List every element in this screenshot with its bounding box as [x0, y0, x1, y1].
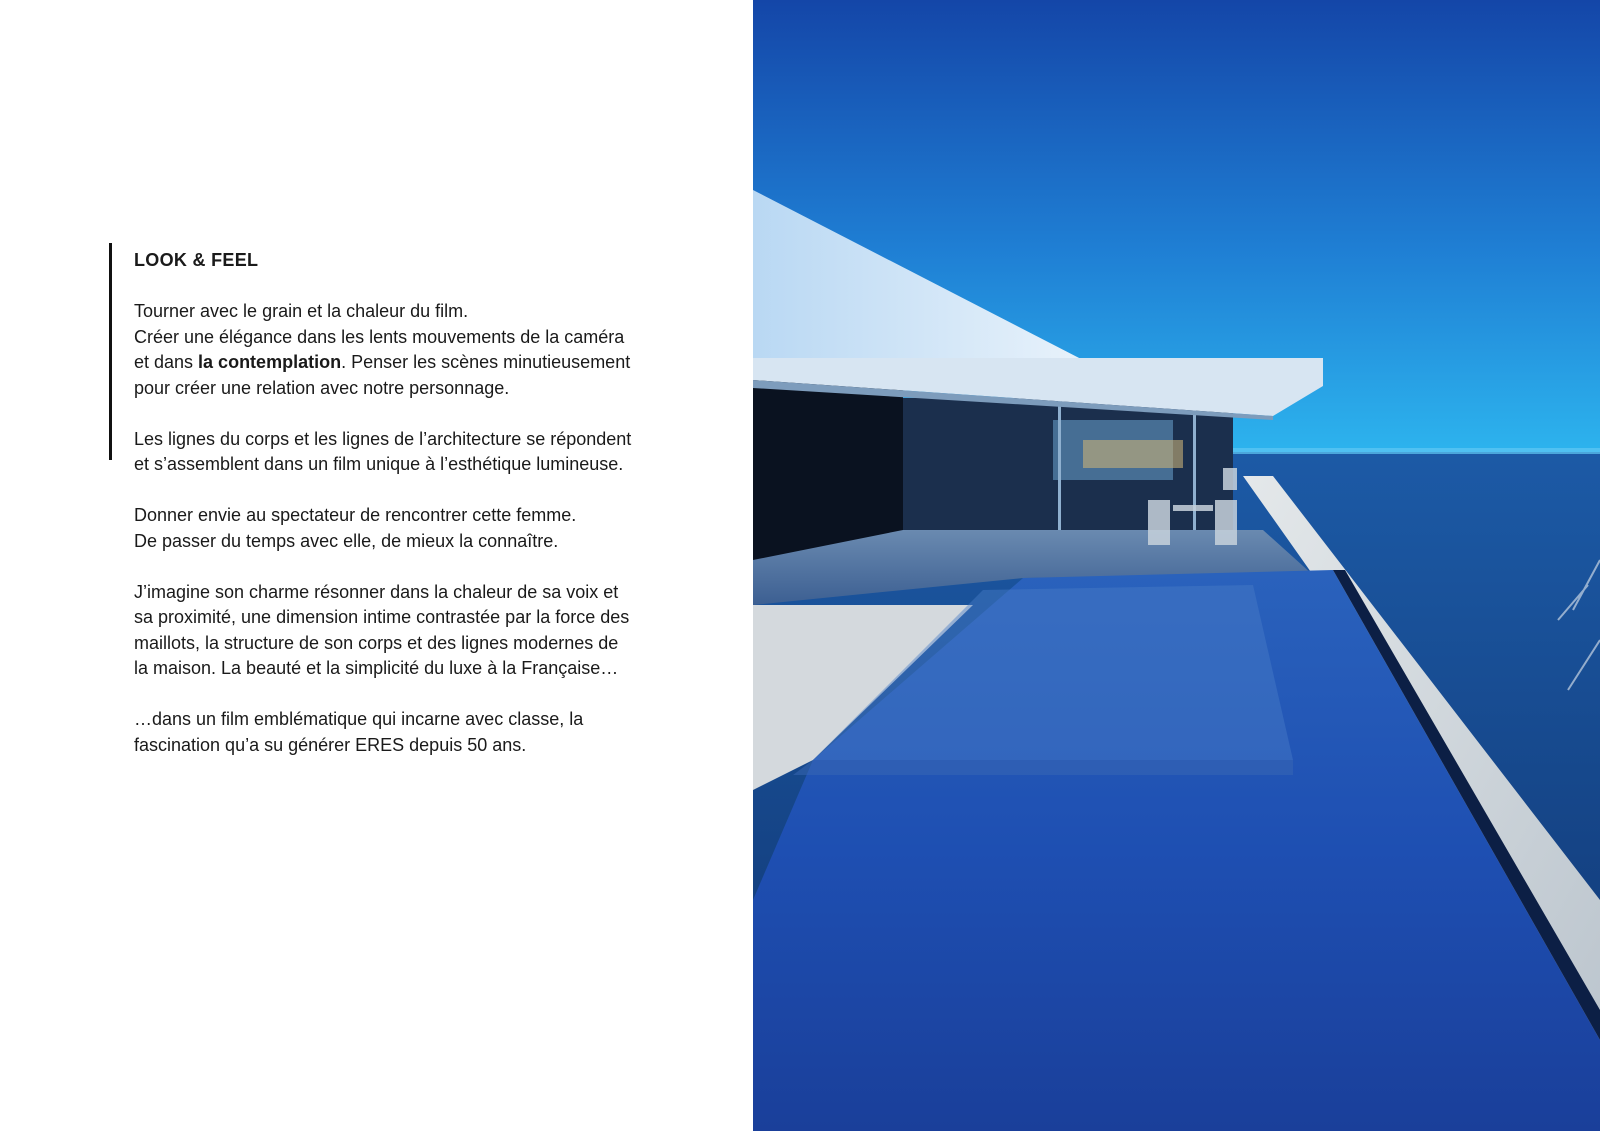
paragraph-1: [134, 299, 694, 401]
table: [1173, 505, 1213, 511]
paragraph-2: [134, 427, 694, 478]
house-shadow-wall: [753, 380, 903, 560]
paragraph-line: fascination qu’a su générer ERES depuis 50 ans.: [134, 734, 527, 755]
chair: [1148, 500, 1170, 545]
interior-window: [1083, 440, 1183, 468]
paragraph-line: [134, 350, 694, 376]
villa-illustration: [753, 0, 1600, 1131]
chair: [1223, 468, 1237, 490]
paragraph-5: [134, 707, 694, 758]
pool-reflection-shade: [793, 760, 1293, 775]
paragraph-line: sa proximité, une dimension intime contrastée par la force des: [134, 607, 630, 627]
paragraph-line: J’imagine son charme résonner dans la chaleur de sa voix et: [134, 581, 619, 602]
paragraph-line: De passer du temps avec elle, de mieux la connaître.: [134, 530, 559, 551]
paragraph-line: Créer une élégance dans les lents mouvements de la caméra: [134, 326, 625, 347]
paragraph-line: et s’assemblent dans un film unique à l’esthétique lumineuse.: [134, 454, 624, 474]
paragraph-line: …dans un film emblématique qui incarne avec classe, la: [134, 709, 584, 729]
section-heading: LOOK & FEEL: [134, 250, 259, 270]
paragraph-line: maillots, la structure de son corps et des lignes modernes de: [134, 632, 619, 653]
modern-villa-pool-photo: [753, 0, 1600, 1131]
paragraph-4: [134, 580, 694, 682]
accent-bar: [109, 243, 112, 460]
text-block: [134, 248, 694, 784]
paragraph-line: la maison. La beauté et la simplicité du luxe à la Française…: [134, 658, 619, 678]
text-column: [0, 0, 753, 1131]
paragraph-line: Les lignes du corps et les lignes de l’architecture se répondent: [134, 428, 632, 449]
paragraph-3: [134, 503, 694, 554]
window-mullion: [1058, 398, 1061, 530]
paragraph-line: pour créer une relation avec notre personnage.: [134, 377, 510, 398]
text-run: . Penser les scènes minutieusement: [341, 352, 631, 372]
paragraph-line: Tourner avec le grain et la chaleur du film.: [134, 301, 469, 321]
paragraph-line: Donner envie au spectateur de rencontrer cette femme.: [134, 505, 577, 525]
emphasis-text: la contemplation: [198, 352, 342, 372]
text-run: et dans: [134, 352, 199, 372]
chair: [1215, 500, 1237, 545]
